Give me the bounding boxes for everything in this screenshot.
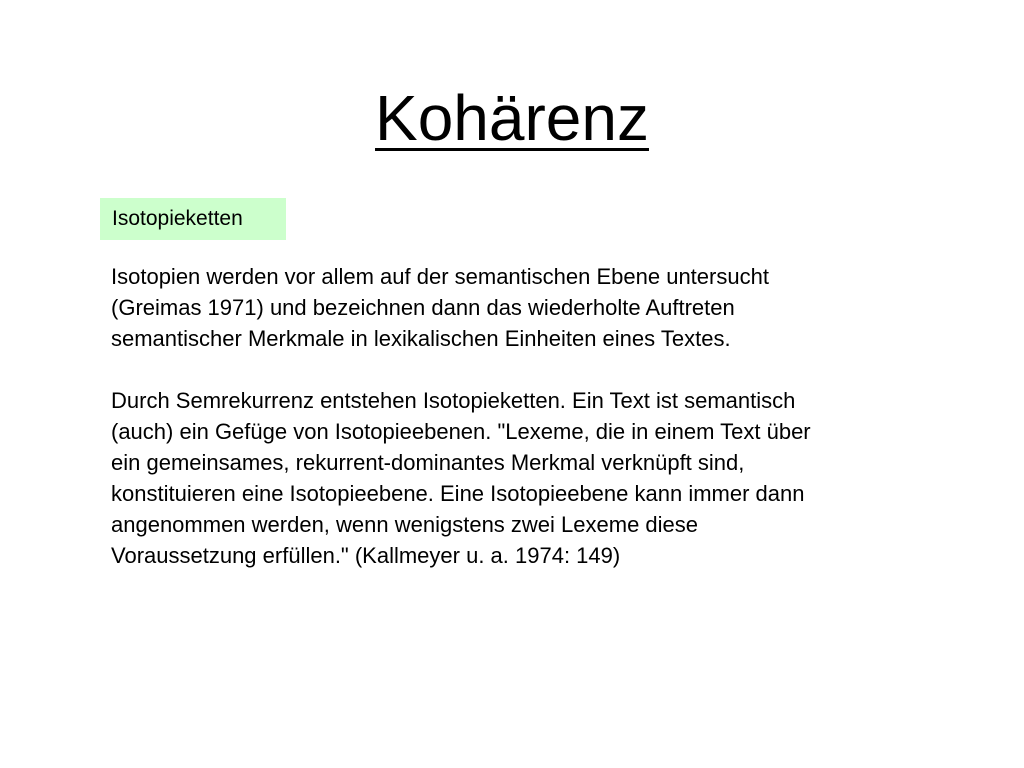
slide-title-text: Kohärenz <box>375 82 649 154</box>
topic-label: Isotopieketten <box>100 198 286 240</box>
paragraph-2: Durch Semrekurrenz entstehen Isotopieketten. Ein Text ist semantisch (auch) ein Gefüge von Isotopieebenen. "Lexeme, die in einem Text über ein gemeinsames, rekurrent-dominantes Merkmal verknüpft sind, konstituieren eine Isotopieebene. Eine Isotopieebene kann immer dann angenommen werden, wenn wenigstens zwei Lexeme diese Voraussetzung erfüllen." (Kallmeyer u. a. 1974: 149) <box>111 388 811 568</box>
paragraph-1: Isotopien werden vor allem auf der semantischen Ebene untersucht (Greimas 1971) und bezeichnen dann das wiederholte Auftreten semantischer Merkmale in lexikalischen Einheiten eines Textes. <box>111 264 769 351</box>
slide-body <box>111 261 971 571</box>
slide-title <box>0 80 1024 156</box>
